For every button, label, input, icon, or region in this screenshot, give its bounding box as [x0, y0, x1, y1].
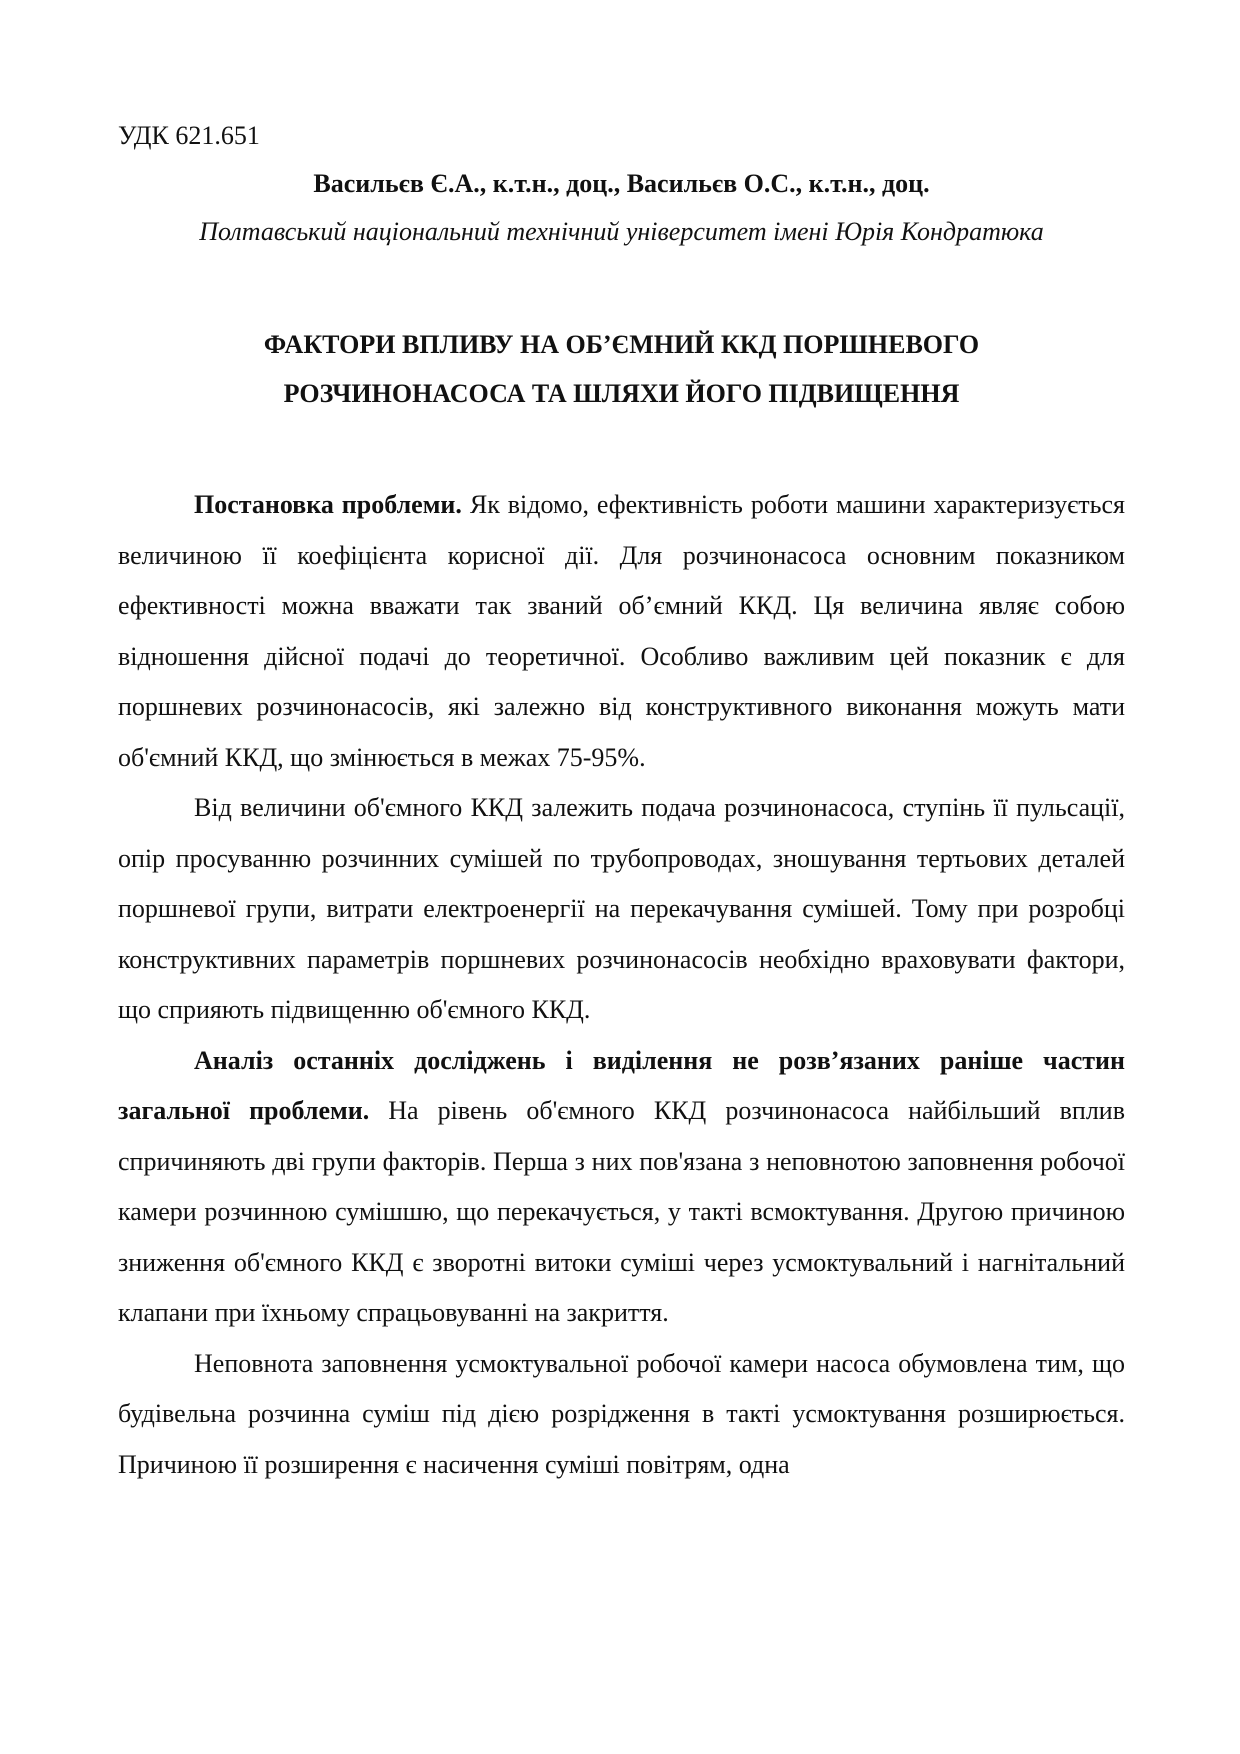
udk-code: УДК 621.651	[118, 121, 260, 150]
paragraph-text: Неповнота заповнення усмоктувальної робочої камери насоса обумовлена тим, що будівельна розчинна суміш під дією розрідження в такті усмоктування розширюється. Причиною її розширення є насичення суміші повітрям, одна	[118, 1348, 1125, 1479]
paragraph-efficiency	[118, 783, 1125, 1036]
paragraph-text: Як відомо, ефективність роботи машини характеризується величиною її коефіцієнта корисної дії. Для розчинонасоса основним показником ефективності можна вважати так званий об’ємний ККД. Ця величина являє собою відношення дійсної подачі до теоретичної. Особливо важливим цей показник є для поршневих розчинонасосів, які залежно від конструктивного виконання можуть мати об'ємний ККД, що змінюється в межах 75-95%.	[118, 490, 1125, 772]
document-page	[118, 118, 1125, 1490]
title-line-1: ФАКТОРИ ВПЛИВУ НА ОБ’ЄМНИЙ ККД ПОРШНЕВОГО	[263, 330, 980, 359]
paragraph-heading: Постановка проблеми.	[194, 490, 462, 519]
paragraph-text: Від величини об'ємного ККД залежить подача розчинонасоса, ступінь її пульсації, опір просуванню розчинних сумішей по трубопроводах, зношування тертьових деталей поршневої групи, витрати електроенергії на перекачування сумішей. Тому при розробці конструктивних параметрів поршневих розчинонасосів необхідно враховувати фактори, що сприяють підвищенню об'ємного ККД.	[118, 793, 1125, 1024]
authors: Васильєв Є.А., к.т.н., доц., Васильєв О.С., к.т.н., доц.	[313, 169, 930, 198]
paper-title	[118, 320, 1125, 418]
paper-body	[118, 480, 1125, 1490]
paragraph-heading: Аналіз останніх досліджень і виділення не розв’язаних раніше частин загальної проблеми.	[118, 1045, 1125, 1125]
paragraph-text: На рівень об'ємного ККД розчинонасоса найбільший вплив спричиняють дві групи факторів. Перша з них пов'язана з неповнотою заповнення робочої камери розчинною сумішшю, що перекачується, у такті всмоктування. Другою причиною зниження об'ємного ККД є зворотні витоки суміші через усмоктувальний і нагнітальний клапани при їхньому спрацьовуванні на закриття.	[118, 1096, 1125, 1327]
title-line-2: РОЗЧИНОНАСОСА ТА ШЛЯХИ ЙОГО ПІДВИЩЕННЯ	[283, 379, 960, 408]
paragraph-analysis	[118, 1036, 1125, 1339]
paragraph-filling	[118, 1339, 1125, 1491]
affiliation: Полтавський національний технічний університет імені Юрія Кондратюка	[199, 217, 1044, 246]
paragraph-problem-statement	[118, 480, 1125, 783]
